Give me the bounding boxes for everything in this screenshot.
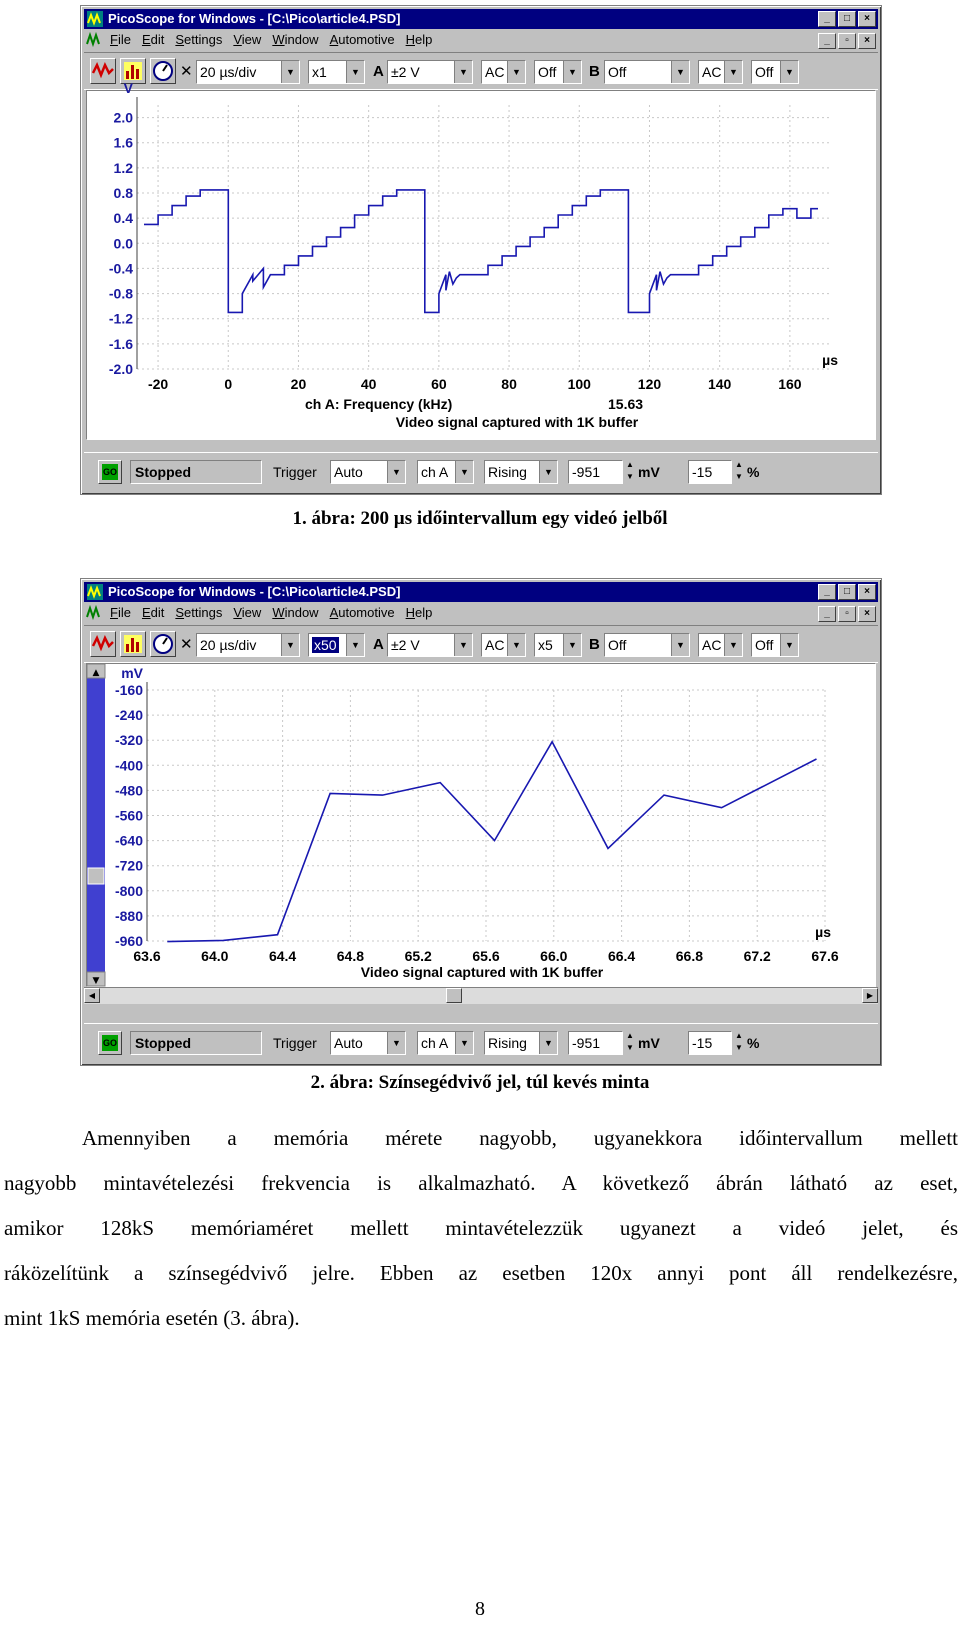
vertical-scrollbar-track [87,664,105,986]
y-tick-label: -1.2 [108,310,133,327]
menu-view[interactable]: View [233,32,262,47]
zoom-select[interactable]: x1 ▼ [308,60,365,84]
y-tick-label: -0.8 [108,285,133,302]
close-button[interactable]: × [858,584,876,600]
menu-settings[interactable]: Settings [175,605,223,620]
trigger-level-unit: mV [638,464,660,480]
close-button[interactable]: × [858,11,876,27]
picoscope-window-1 [80,5,882,495]
y-tick-label: -0.4 [108,260,133,277]
menu-settings[interactable]: Settings [175,32,223,47]
y-unit-label: mV [121,665,143,681]
channel-a-range-select[interactable]: ±2 V ▼ [387,60,473,84]
document-icon[interactable] [86,605,104,621]
minimize-button[interactable]: _ [818,584,836,600]
scope-icon [91,59,115,83]
signal-trace [167,742,816,942]
y-unit-label: V [123,80,133,96]
menu-view[interactable]: View [233,605,262,620]
trigger-edge-select[interactable]: Rising ▼ [484,460,558,484]
horizontal-scrollbar[interactable] [84,987,878,1004]
document-icon[interactable] [86,32,104,48]
y-tick-label: -880 [114,907,143,924]
x-tick-label: 60 [431,376,447,392]
run-state: Stopped [130,460,262,484]
timebase-select[interactable]: 20 µs/div ▼ [196,60,300,84]
menu-file[interactable]: File [110,32,131,47]
menu-bar [84,603,878,623]
meter-icon [151,632,175,656]
menu-file[interactable]: File [110,605,131,620]
scroll-up-arrow-icon: ▲ [92,668,100,678]
x-tick-label: 66.8 [675,948,704,964]
x-tick-label: 63.6 [133,948,161,964]
vertical-scroll-thumb [88,868,104,884]
pretrigger-input[interactable]: -15 [688,460,732,484]
pretrigger-spinner[interactable]: ▲ ▼ [735,460,743,481]
scope-plot-area [86,663,876,987]
spectrum-mode-button[interactable] [120,631,146,657]
channel-a-range-select[interactable]: ±2 V ▼ [387,633,473,657]
scope-chart [87,664,875,986]
meter-icon [151,59,175,83]
y-tick-label: 2.0 [113,109,133,126]
status-bar [84,1023,878,1062]
minimize-button[interactable]: _ [818,11,836,27]
measurement-label: ch A: Frequency (kHz) [305,396,453,412]
scope-chart [87,80,875,439]
x-tick-label: 100 [567,376,591,392]
stop-cross-icon[interactable]: ✕ [180,636,193,653]
channel-a-label: A [373,63,384,80]
scroll-thumb[interactable] [446,988,462,1003]
x-tick-label: 40 [360,376,377,392]
toolbar [84,52,878,90]
meter-mode-button[interactable] [150,58,176,84]
channel-b-option-select[interactable]: Off ▼ [751,633,799,657]
x-tick-label: 67.6 [811,948,839,964]
channel-b-range-select[interactable]: Off ▼ [604,633,690,657]
trigger-level-spinner[interactable]: ▲ ▼ [626,1031,634,1052]
trigger-channel-select[interactable]: ch A ▼ [417,1031,474,1055]
channel-b-label: B [589,636,600,653]
menu-window[interactable]: Window [272,32,319,47]
toolbar [84,625,878,663]
y-tick-label: -960 [114,933,143,949]
menu-edit[interactable]: Edit [141,605,165,620]
page-number: 8 [475,1598,485,1620]
doc-restore-button[interactable]: ▫ [838,33,856,49]
paragraph-line: amikor 128kS memóriaméret mellett mintavételezzük ugyanezt a videó jelet, és [4,1216,958,1240]
scope-mode-button[interactable] [90,58,116,84]
window-title: PicoScope for Windows - [C:\Pico\article4.PSD] [108,11,401,26]
y-tick-label: -560 [114,807,143,824]
x-tick-label: 64.0 [201,948,229,964]
x-unit-label: µs [815,924,831,940]
channel-a-option-select[interactable]: Off ▼ [534,60,582,84]
trigger-channel-select[interactable]: ch A ▼ [417,460,474,484]
channel-a-option-select[interactable]: x5 ▼ [534,633,582,657]
channel-b-coupling-select[interactable]: AC ▼ [698,60,743,84]
y-tick-label: -800 [114,882,143,899]
paragraph-line: nagyobb mintavételezési frekvencia is alkalmazható. A következő ábrán látható az eset, [4,1171,958,1195]
menu-edit[interactable]: Edit [141,32,165,47]
y-tick-label: -480 [114,782,143,799]
title-bar [84,582,878,602]
app-icon [87,11,103,27]
meter-mode-button[interactable] [150,631,176,657]
x-unit-label: µs [822,352,838,368]
paragraph-line: Amennyiben a memória mérete nagyobb, ugyanekkora időintervallum mellett [82,1126,958,1150]
figure-2-caption: 2. ábra: Színsegédvivő jel, túl kevés minta [310,1072,650,1093]
scope-icon [91,632,115,656]
y-tick-label: 0.0 [113,235,133,252]
channel-b-option-select[interactable]: Off ▼ [751,60,799,84]
x-tick-label: 120 [637,376,662,392]
doc-restore-button[interactable]: ▫ [838,606,856,622]
pretrigger-input[interactable]: -15 [688,1031,732,1055]
chart-footer: Video signal captured with 1K buffer [395,414,639,430]
go-button[interactable]: GO [98,1031,122,1055]
x-tick-label: 65.2 [404,948,432,964]
scope-mode-button[interactable] [90,631,116,657]
y-tick-label: 0.8 [113,185,133,201]
app-icon [87,584,103,600]
x-tick-label: 67.2 [743,948,771,964]
pretrigger-spinner[interactable]: ▲ ▼ [735,1031,743,1052]
window-title: PicoScope for Windows - [C:\Pico\article4.PSD] [108,584,401,599]
title-bar [84,9,878,29]
trigger-level-unit: mV [638,1035,660,1051]
channel-b-range-select[interactable]: Off ▼ [604,60,690,84]
trigger-label: Trigger [273,464,317,480]
trigger-mode-select[interactable]: Auto ▼ [330,1031,406,1055]
doc-close-button[interactable]: × [858,606,876,622]
x-tick-label: 64.4 [268,948,297,964]
stop-cross-icon[interactable]: ✕ [180,63,193,80]
menu-automotive[interactable]: Automotive [329,32,395,47]
signal-trace [144,190,818,313]
y-tick-label: 1.2 [113,159,133,176]
y-tick-label: -2.0 [108,361,133,377]
channel-b-coupling-select[interactable]: AC ▼ [698,633,743,657]
menu-help[interactable]: Help [405,605,433,620]
trigger-label: Trigger [273,1035,317,1051]
channel-a-coupling-select[interactable]: AC ▼ [481,633,526,657]
doc-close-button[interactable]: × [858,33,876,49]
channel-a-label: A [373,636,384,653]
timebase-select[interactable]: 20 µs/div ▼ [196,633,300,657]
x-tick-label: 66.4 [607,948,636,964]
x-tick-label: 80 [501,376,517,392]
x-tick-label: 66.0 [540,948,568,964]
x-tick-label: 140 [707,376,732,392]
maximize-button[interactable]: □ [838,584,856,600]
scroll-right-button[interactable]: ▶ [862,988,878,1003]
pretrigger-unit: % [747,1035,760,1051]
x-tick-label: 64.8 [336,948,365,964]
x-tick-label: 20 [290,376,307,392]
y-tick-label: -1.6 [108,335,133,352]
zoom-select[interactable]: x50 ▼ [308,633,365,657]
chart-footer: Video signal captured with 1K buffer [360,964,604,980]
trigger-level-input[interactable]: -951 [568,460,623,484]
channel-a-coupling-select[interactable]: AC ▼ [481,60,526,84]
body-paragraph [4,1116,958,1341]
y-tick-label: -160 [114,682,143,698]
paragraph-line: ráközelítünk a színsegédvivő jelre. Ebben az esetben 120x annyi pont áll rendelkezésre, [4,1261,958,1285]
y-tick-label: -320 [114,732,143,749]
trigger-level-spinner[interactable]: ▲ ▼ [626,460,634,481]
x-tick-label: 0 [224,376,233,392]
y-tick-label: -400 [114,757,143,774]
x-tick-label: -20 [147,376,169,392]
spectrum-icon [121,632,145,656]
y-tick-label: -720 [114,857,143,874]
figure-1-caption: 1. ábra: 200 µs időintervallum egy videó jelből [292,508,668,529]
pretrigger-unit: % [747,464,760,480]
status-bar [84,452,878,491]
menu-bar [84,30,878,50]
doc-minimize-button[interactable]: _ [818,606,836,622]
y-tick-label: 0.4 [113,210,133,227]
trigger-edge-select[interactable]: Rising ▼ [484,1031,558,1055]
y-tick-label: -640 [114,832,143,849]
doc-minimize-button[interactable]: _ [818,33,836,49]
go-button[interactable]: GO [98,460,122,484]
y-tick-label: 1.6 [113,134,133,151]
paragraph-line: mint 1kS memória esetén (3. ábra). [4,1306,300,1330]
menu-help[interactable]: Help [405,32,433,47]
menu-automotive[interactable]: Automotive [329,605,395,620]
y-tick-label: -240 [114,707,143,724]
picoscope-window-2 [80,578,882,1066]
scroll-down-arrow-icon: ▼ [92,976,100,986]
x-tick-label: 160 [778,376,802,392]
x-tick-label: 65.6 [472,948,500,964]
scope-plot-area [86,80,876,440]
measurement-value: 15.63 [608,396,644,412]
scroll-left-button[interactable]: ◀ [84,988,100,1003]
channel-b-label: B [589,63,600,80]
run-state: Stopped [130,1031,262,1055]
maximize-button[interactable]: □ [838,11,856,27]
menu-window[interactable]: Window [272,605,319,620]
trigger-mode-select[interactable]: Auto ▼ [330,460,406,484]
trigger-level-input[interactable]: -951 [568,1031,623,1055]
